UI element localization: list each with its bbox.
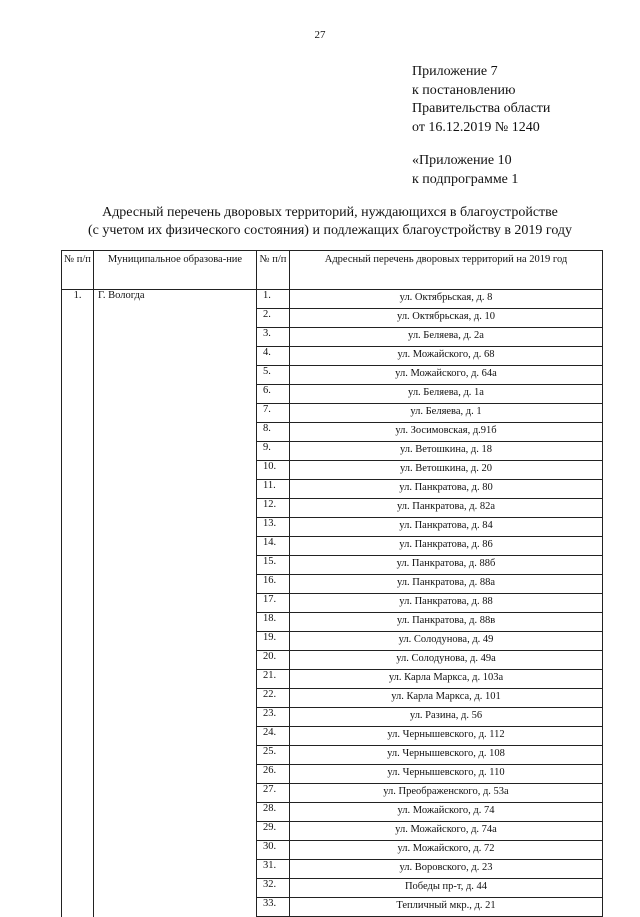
row-address: ул. Солодунова, д. 49а (290, 651, 603, 670)
subprogram-line: к подпрограмме 1 (412, 171, 519, 187)
row-address: ул. Ветошкина, д. 20 (290, 461, 603, 480)
row-number: 20. (257, 651, 290, 670)
row-number: 4. (257, 347, 290, 366)
table-body (62, 290, 603, 917)
row-number: 24. (257, 727, 290, 746)
row-number: 23. (257, 708, 290, 727)
row-address: ул. Панкратова, д. 88 (290, 594, 603, 613)
appendix-line: Правительства области (412, 101, 551, 116)
row-number: 9. (257, 442, 290, 461)
table-row (62, 290, 603, 309)
row-address: ул. Карла Маркса, д. 103а (290, 670, 603, 689)
row-number: 13. (257, 518, 290, 537)
row-number: 26. (257, 765, 290, 784)
row-number: 8. (257, 423, 290, 442)
row-address: ул. Панкратова, д. 80 (290, 480, 603, 499)
row-number: 7. (257, 404, 290, 423)
row-address: ул. Беляева, д. 1а (290, 385, 603, 404)
row-number: 1. (257, 290, 290, 309)
row-address: ул. Панкратова, д. 84 (290, 518, 603, 537)
row-address: ул. Можайского, д. 74а (290, 822, 603, 841)
row-address: ул. Чернышевского, д. 110 (290, 765, 603, 784)
row-address: ул. Панкратова, д. 82а (290, 499, 603, 518)
title-line: Адресный перечень дворовых территорий, нуждающихся в благоустройстве (102, 205, 558, 220)
row-number: 21. (257, 670, 290, 689)
subprogram-reference (412, 152, 518, 189)
row-number: 11. (257, 480, 290, 499)
row-number: 18. (257, 613, 290, 632)
row-address: ул. Панкратова, д. 88в (290, 613, 603, 632)
row-number: 33. (257, 898, 290, 917)
row-number: 16. (257, 575, 290, 594)
row-address: ул. Можайского, д. 64а (290, 366, 603, 385)
row-address: ул. Чернышевского, д. 108 (290, 746, 603, 765)
row-number: 15. (257, 556, 290, 575)
row-number: 29. (257, 822, 290, 841)
address-table (61, 250, 603, 917)
row-address: Победы пр-т, д. 44 (290, 879, 603, 898)
row-address: ул. Панкратова, д. 88б (290, 556, 603, 575)
row-number: 17. (257, 594, 290, 613)
header-address: Адресный перечень дворовых территорий на 2019 год (290, 251, 603, 290)
row-number: 30. (257, 841, 290, 860)
group-number: 1. (62, 290, 94, 917)
header-municipality: Муниципальное образова-ние (94, 251, 257, 290)
row-address: ул. Чернышевского, д. 112 (290, 727, 603, 746)
row-address: ул. Преображенского, д. 53а (290, 784, 603, 803)
row-number: 12. (257, 499, 290, 518)
subprogram-line: «Приложение 10 (412, 153, 512, 168)
row-address: ул. Можайского, д. 72 (290, 841, 603, 860)
row-address: ул. Беляева, д. 2а (290, 328, 603, 347)
row-number: 25. (257, 746, 290, 765)
page-number: 27 (314, 29, 326, 41)
row-address: ул. Ветошкина, д. 18 (290, 442, 603, 461)
row-number: 5. (257, 366, 290, 385)
row-number: 28. (257, 803, 290, 822)
row-address: ул. Октябрьская, д. 10 (290, 309, 603, 328)
row-address: ул. Воровского, д. 23 (290, 860, 603, 879)
appendix-line: от 16.12.2019 № 1240 (412, 119, 540, 135)
row-number: 22. (257, 689, 290, 708)
appendix-reference (412, 63, 550, 137)
row-number: 6. (257, 385, 290, 404)
row-number: 10. (257, 461, 290, 480)
appendix-line: Приложение 7 (412, 64, 498, 79)
row-number: 27. (257, 784, 290, 803)
row-address: ул. Можайского, д. 74 (290, 803, 603, 822)
row-address: ул. Беляева, д. 1 (290, 404, 603, 423)
document-title (60, 204, 600, 240)
header-num2: № п/п (257, 251, 290, 290)
row-address: Тепличный мкр., д. 21 (290, 898, 603, 917)
row-number: 3. (257, 328, 290, 347)
row-address: ул. Зосимовская, д.91б (290, 423, 603, 442)
row-address: ул. Разина, д. 56 (290, 708, 603, 727)
row-number: 14. (257, 537, 290, 556)
row-number: 31. (257, 860, 290, 879)
title-line: (с учетом их физического состояния) и подлежащих благоустройству в 2019 году (87, 223, 573, 238)
row-number: 32. (257, 879, 290, 898)
row-address: ул. Панкратова, д. 88а (290, 575, 603, 594)
municipality-name: Г. Вологда (94, 290, 257, 917)
appendix-line: к постановлению (412, 82, 516, 98)
table-header-row (62, 251, 603, 290)
row-address: ул. Можайского, д. 68 (290, 347, 603, 366)
row-address: ул. Карла Маркса, д. 101 (290, 689, 603, 708)
header-num: № п/п (62, 251, 94, 290)
row-number: 2. (257, 309, 290, 328)
row-number: 19. (257, 632, 290, 651)
row-address: ул. Солодунова, д. 49 (290, 632, 603, 651)
row-address: ул. Октябрьская, д. 8 (290, 290, 603, 309)
row-address: ул. Панкратова, д. 86 (290, 537, 603, 556)
